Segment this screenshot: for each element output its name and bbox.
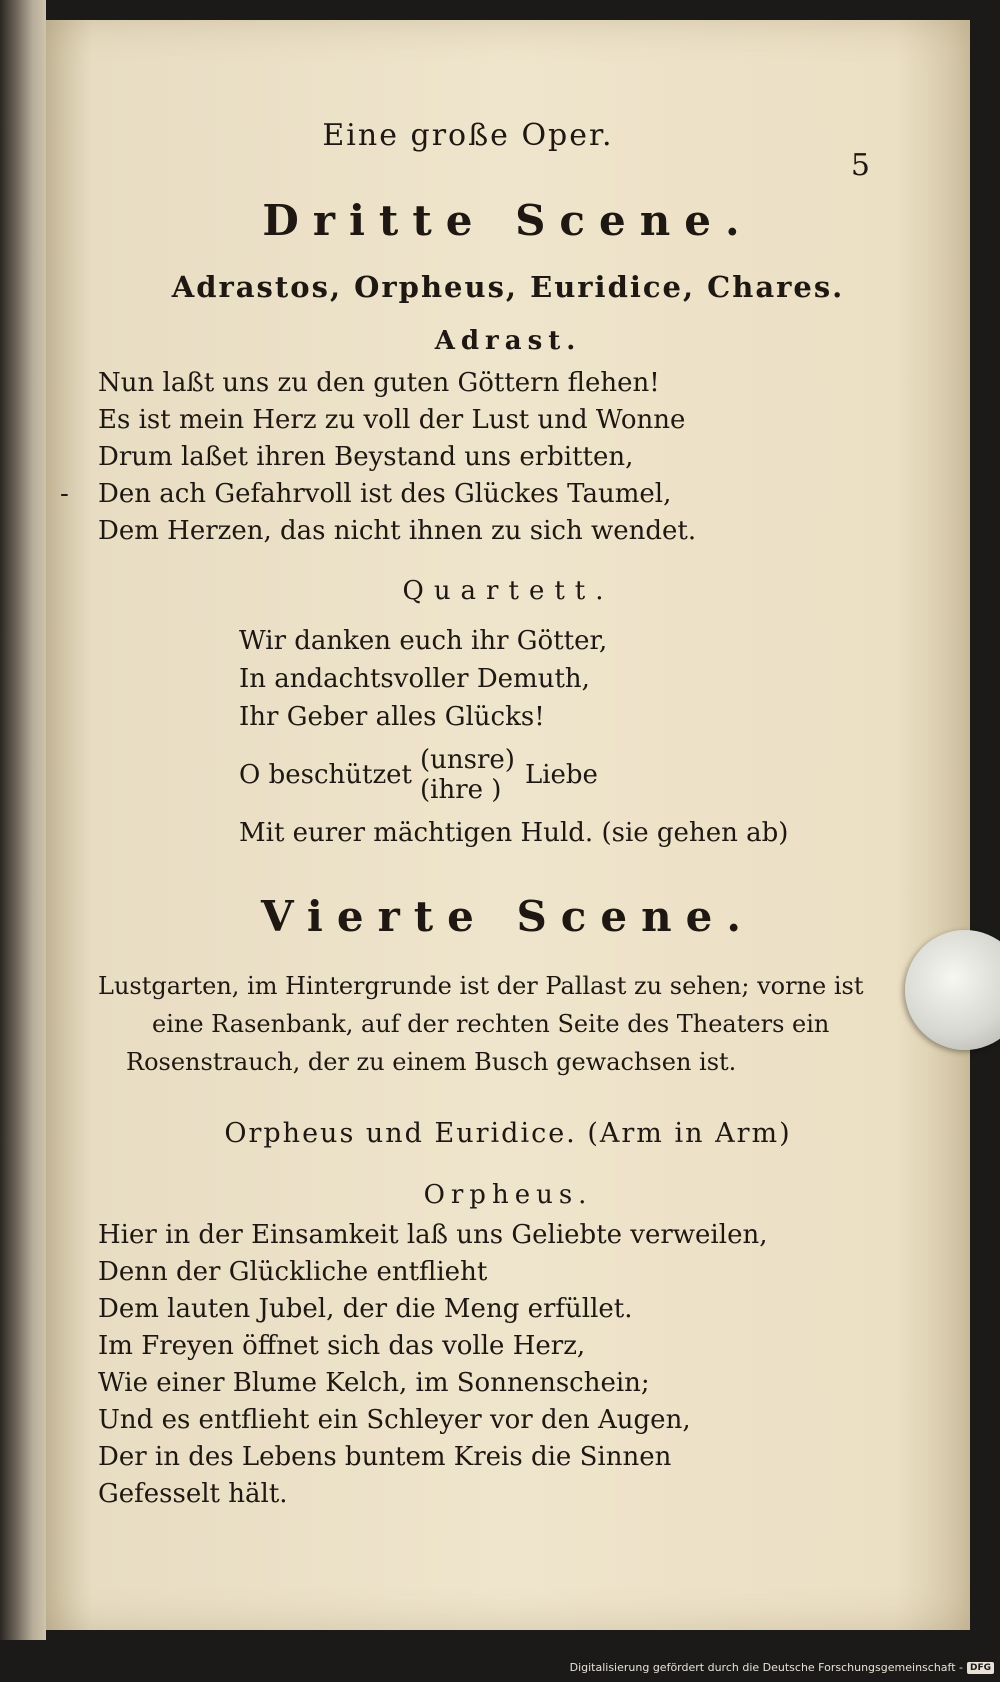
- margin-mark: -: [60, 479, 69, 509]
- verse-line: Es ist mein Herz zu voll der Lust und Wonne: [98, 405, 686, 435]
- running-head: Eine große Oper.: [322, 118, 614, 153]
- brace-prefix: O beschützet: [239, 760, 412, 790]
- stage-direction-line: Rosenstrauch, der zu einem Busch gewachsen ist.: [126, 1048, 737, 1076]
- verse-line: Der in des Lebens buntem Kreis die Sinnen: [98, 1442, 672, 1472]
- stage-direction-line: Lustgarten, im Hintergrunde ist der Pallast zu sehen; vorne ist: [98, 972, 864, 1000]
- book-page: [46, 20, 970, 1630]
- scene-3-characters: Adrastos, Orpheus, Euridice, Chares.: [171, 270, 845, 304]
- verse-line: Dem lauten Jubel, der die Meng erfüllet.: [98, 1294, 633, 1324]
- facing-page-edge: [0, 0, 46, 1640]
- quartet-heading: Quartett.: [402, 576, 614, 606]
- scene-4-characters: Orpheus und Euridice. (Arm in Arm): [224, 1118, 792, 1149]
- verse-line: Und es entflieht ein Schleyer vor den Augen,: [98, 1405, 691, 1435]
- verse-line: Den ach Gefahrvoll ist des Glückes Taumel,: [98, 479, 672, 509]
- scene-4-title: Vierte Scene.: [261, 892, 755, 941]
- verse-line: Dem Herzen, das nicht ihnen zu sich wendet.: [98, 516, 697, 546]
- verse-line: Wie einer Blume Kelch, im Sonnenschein;: [98, 1368, 650, 1398]
- brace-alternatives: [420, 745, 515, 805]
- scene-3-title: Dritte Scene.: [262, 196, 754, 245]
- footer-credit: Digitalisierung gefördert durch die Deutsche Forschungsgemeinschaft -: [569, 1661, 963, 1674]
- brace-suffix: Liebe: [524, 760, 598, 790]
- brace-option-bottom: (ihre ): [420, 775, 502, 805]
- scene-4-speaker: Orpheus.: [423, 1180, 593, 1210]
- scene-3-speaker: Adrast.: [434, 326, 582, 356]
- brace-option-top: (unsre): [420, 745, 515, 775]
- verse-line: Drum laßet ihren Beystand uns erbitten,: [98, 442, 634, 472]
- verse-line: In andachtsvoller Demuth,: [239, 664, 590, 694]
- verse-line: Gefesselt hält.: [98, 1479, 288, 1509]
- verse-line: Mit eurer mächtigen Huld. (sie gehen ab): [239, 818, 789, 848]
- digitization-footer: [570, 1661, 994, 1674]
- brace-verse: [239, 745, 598, 805]
- page-number: 5: [850, 148, 870, 183]
- verse-line: Wir danken euch ihr Götter,: [239, 626, 608, 656]
- verse-line: Ihr Geber alles Glücks!: [239, 702, 545, 732]
- verse-line: Denn der Glückliche entflieht: [98, 1257, 488, 1287]
- stage-direction-line: eine Rasenbank, auf der rechten Seite des Theaters ein: [152, 1010, 830, 1038]
- verse-line: Im Freyen öffnet sich das volle Herz,: [98, 1331, 586, 1361]
- dfg-logo: DFG: [967, 1662, 994, 1674]
- verse-line: Hier in der Einsamkeit laß uns Geliebte verweilen,: [98, 1220, 768, 1250]
- verse-line: Nun laßt uns zu den guten Göttern flehen!: [98, 368, 660, 398]
